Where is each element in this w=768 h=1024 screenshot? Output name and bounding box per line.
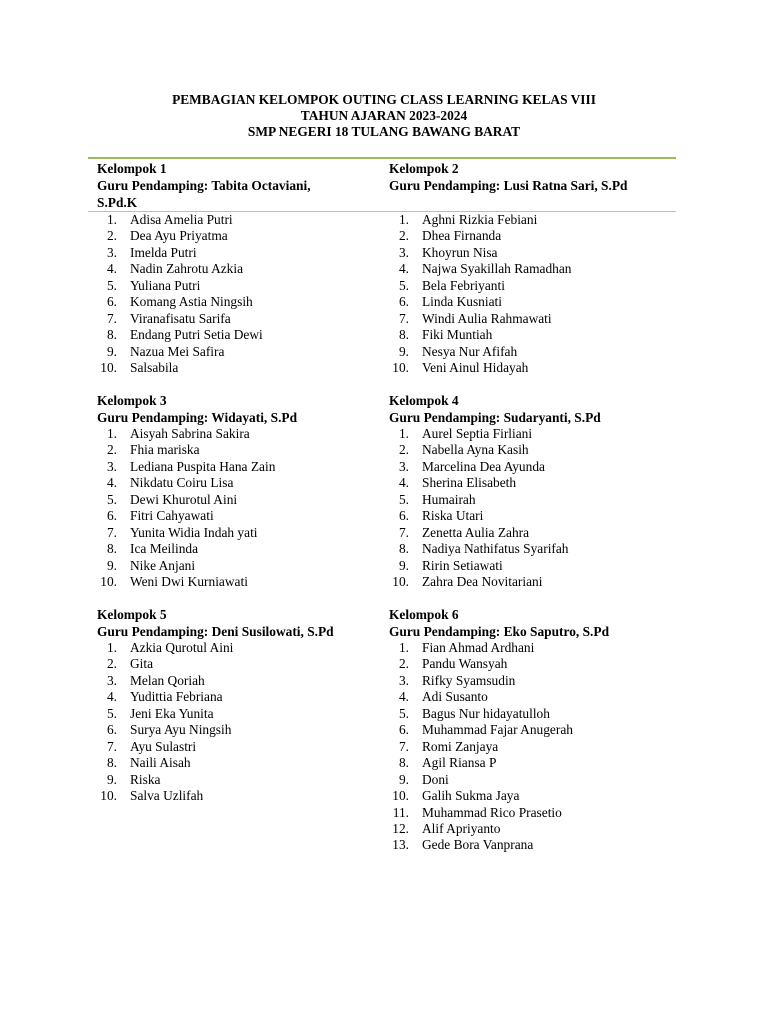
list-item: 9. Ririn Setiawati <box>398 557 503 573</box>
list-item: 6. Muhammad Fajar Anugerah <box>398 722 573 738</box>
list-item: 2. Gita <box>106 656 154 672</box>
list-item: 3. Khoyrun Nisa <box>398 244 498 260</box>
list-item: 5. Bela Febriyanti <box>398 277 505 293</box>
group-name: Kelompok 5 <box>97 607 167 622</box>
list-item: 10. Salva Uzlifah <box>100 788 204 804</box>
list-item: 7. Viranafisatu Sarifa <box>106 310 231 326</box>
group-1 <box>97 160 387 211</box>
list-item: 9. Nazua Mei Safira <box>106 343 225 359</box>
group-name: Kelompok 2 <box>389 161 459 176</box>
list-item: 13. Gede Bora Vanprana <box>392 837 534 853</box>
list-item: 1. Adisa Amelia Putri <box>106 212 233 227</box>
list-item: 2. Dhea Firnanda <box>398 228 502 244</box>
guru-pendamping: Guru Pendamping: Tabita Octaviani, <box>97 178 311 193</box>
guru-pendamping: Guru Pendamping: Widayati, S.Pd <box>97 410 298 425</box>
list-item: 9. Nesya Nur Afifah <box>398 343 518 359</box>
list-item: 7. Yunita Widia Indah yati <box>106 524 258 540</box>
list-item: 3. Rifky Syamsudin <box>398 672 516 688</box>
list-item: 2. Nabella Ayna Kasih <box>398 442 529 458</box>
list-item: 10. Galih Sukma Jaya <box>392 788 520 804</box>
list-item: 3. Melan Qoriah <box>106 672 205 688</box>
list-item: 10. Salsabila <box>100 360 179 376</box>
list-item: 6. Fitri Cahyawati <box>106 508 214 524</box>
list-item: 8. Nadiya Nathifatus Syarifah <box>398 541 569 557</box>
list-item: 1. Azkia Qurotul Aini <box>106 640 234 655</box>
group-5-student-list <box>84 640 374 805</box>
list-item: 2. Pandu Wansyah <box>398 656 508 672</box>
group-name: Kelompok 4 <box>389 393 459 408</box>
list-item: 8. Naili Aisah <box>106 755 191 771</box>
list-item: 8. Agil Riansa P <box>398 755 497 771</box>
list-item: 2. Fhia mariska <box>106 442 200 458</box>
group-name: Kelompok 1 <box>97 161 167 176</box>
title-line-3: SMP NEGERI 18 TULANG BAWANG BARAT <box>247 124 521 139</box>
list-item: 10. Veni Ainul Hidayah <box>392 360 529 376</box>
list-item: 1. Fian Ahmad Ardhani <box>398 640 535 655</box>
guru-pendamping: Guru Pendamping: Lusi Ratna Sari, S.Pd <box>389 178 628 193</box>
list-item: 5. Bagus Nur hidayatulloh <box>398 705 550 721</box>
group-4-student-list <box>376 426 666 591</box>
group-6-student-list <box>376 640 666 854</box>
group-name: Kelompok 3 <box>97 393 167 408</box>
list-item: 7. Ayu Sulastri <box>106 738 197 754</box>
list-item: 4. Yudittia Febriana <box>106 689 223 705</box>
group-name: Kelompok 6 <box>389 607 459 622</box>
list-item: 3. Marcelina Dea Ayunda <box>398 458 545 474</box>
guru-pendamping: Guru Pendamping: Eko Saputro, S.Pd <box>389 624 610 639</box>
list-item: 3. Imelda Putri <box>106 244 197 260</box>
list-item: 6. Linda Kusniati <box>398 294 502 310</box>
list-item: 1. Aghni Rizkia Febiani <box>398 212 538 227</box>
list-item: 9. Nike Anjani <box>106 557 196 573</box>
list-item: 5. Jeni Eka Yunita <box>106 705 214 721</box>
guru-pendamping: Guru Pendamping: Sudaryanti, S.Pd <box>389 410 601 425</box>
group-1-student-list <box>84 212 374 377</box>
list-item: 4. Sherina Elisabeth <box>398 475 517 491</box>
list-item: 3. Lediana Puspita Hana Zain <box>106 458 276 474</box>
list-item: 6. Riska Utari <box>398 508 484 524</box>
list-item: 10. Zahra Dea Novitariani <box>392 574 543 590</box>
list-item: 8. Endang Putri Setia Dewi <box>106 327 263 343</box>
list-item: 10. Weni Dwi Kurniawati <box>100 574 248 590</box>
list-item: 2. Dea Ayu Priyatma <box>106 228 228 244</box>
list-item: 7. Zenetta Aulia Zahra <box>398 524 530 540</box>
list-item: 8. Fiki Muntiah <box>398 327 493 343</box>
list-item: 1. Aurel Septia Firliani <box>398 426 533 441</box>
list-item: 1. Aisyah Sabrina Sakira <box>106 426 250 441</box>
list-item: 4. Adi Susanto <box>398 689 488 705</box>
title-line-2: TAHUN AJARAN 2023-2024 <box>300 108 468 123</box>
list-item: 12. Alif Apriyanto <box>392 820 501 836</box>
list-item: 7. Windi Aulia Rahmawati <box>398 310 552 326</box>
guru-pendamping: Guru Pendamping: Deni Susilowati, S.Pd <box>97 624 334 639</box>
list-item: 4. Nikdatu Coiru Lisa <box>106 475 234 491</box>
group-3 <box>97 392 387 426</box>
list-item: 9. Doni <box>398 771 449 787</box>
group-6 <box>389 606 679 640</box>
document-title <box>0 92 768 140</box>
list-item: 5. Dewi Khurotul Aini <box>106 491 238 507</box>
guru-pendamping-cont: S.Pd.K <box>97 195 138 210</box>
group-3-student-list <box>84 426 374 591</box>
list-item: 5. Yuliana Putri <box>106 277 201 293</box>
list-item: 9. Riska <box>106 771 161 787</box>
list-item: 6. Komang Astia Ningsih <box>106 294 253 310</box>
list-item: 6. Surya Ayu Ningsih <box>106 722 232 738</box>
list-item: 11. Muhammad Rico Prasetio <box>392 804 562 820</box>
list-item: 7. Romi Zanjaya <box>398 738 499 754</box>
list-item: 4. Najwa Syakillah Ramadhan <box>398 261 572 277</box>
table-top-rule <box>88 157 676 159</box>
title-line-1: PEMBAGIAN KELOMPOK OUTING CLASS LEARNING KELAS VIII <box>172 92 596 107</box>
list-item: 4. Nadin Zahrotu Azkia <box>106 261 244 277</box>
group-4 <box>389 392 679 426</box>
group-5 <box>97 606 387 640</box>
list-item: 5. Humairah <box>398 491 476 507</box>
group-2-student-list <box>376 212 666 377</box>
list-item: 8. Ica Meilinda <box>106 541 199 557</box>
group-2 <box>389 160 679 194</box>
